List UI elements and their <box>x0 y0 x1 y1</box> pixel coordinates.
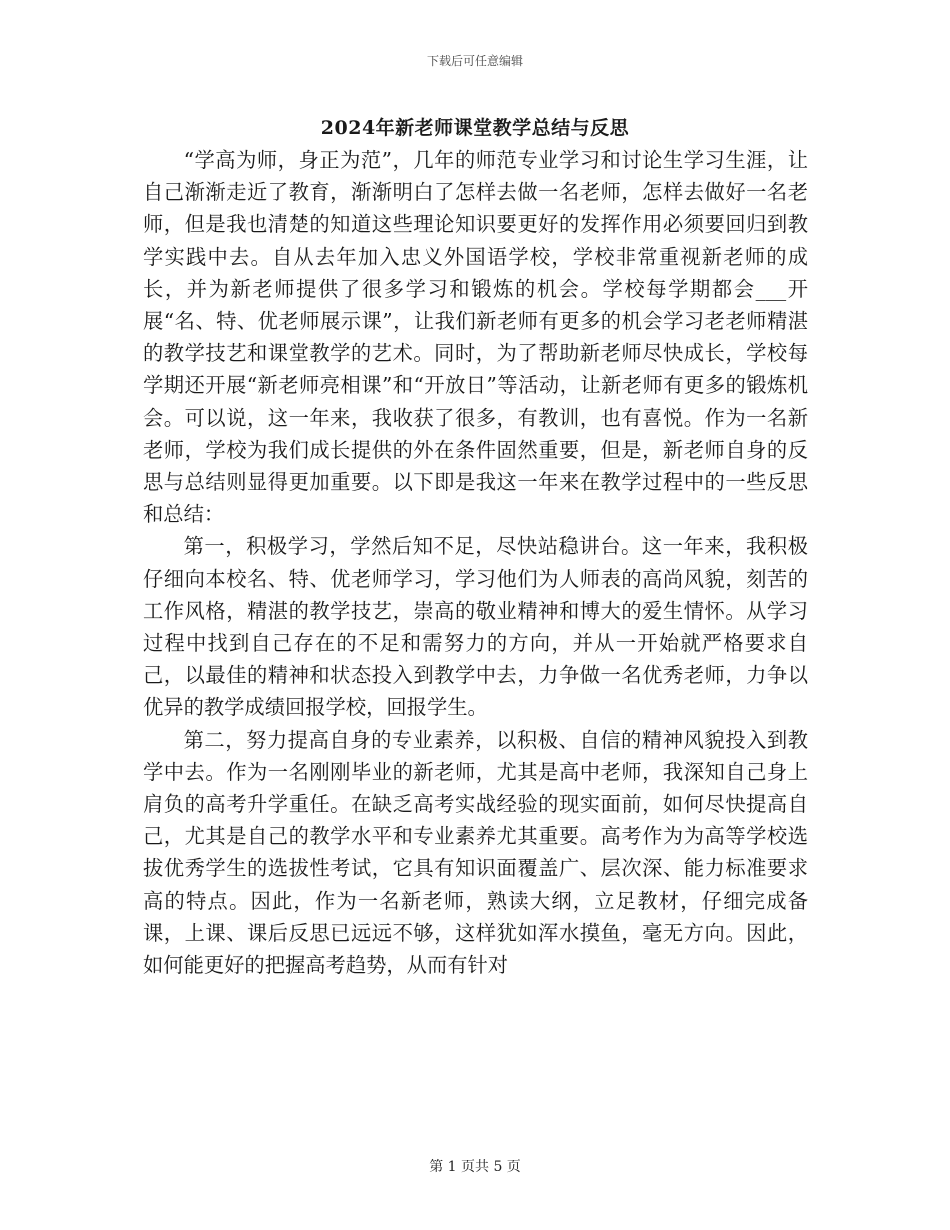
paragraph-first-point: 第一，积极学习，学然后知不足，尽快站稳讲台。这一年来，我积极仔细向本校名、特、优老师学习，学习他们为人师表的高尚风貌，刻苦的工作风格，精湛的教学技艺，崇高的敬业精神和博大的爱生情怀。从学习过程中找到自己存在的不足和需努力的方向，并从一开始就严格要求自己，以最佳的精神和状态投入到教学中去，力争做一名优秀老师，力争以优异的教学成绩回报学校，回报学生。 <box>143 534 808 720</box>
header-note: 下载后可任意编辑 <box>426 54 523 68</box>
document-title: 2024年新老师课堂教学总结与反思 <box>320 117 630 139</box>
document-body <box>143 144 808 981</box>
paragraph-intro: “学高为师，身正为范”，几年的师范专业学习和讨论生学习生涯，让自己渐渐走近了教育，渐渐明白了怎样去做一名老师，怎样去做好一名老师，但是我也清楚的知道这些理论知识要更好的发挥作用必须要回归到教学实践中去。自从去年加入忠义外国语学校，学校非常重视新老师的成长，并为新老师提供了很多学习和锻炼的机会。学校每学期都会___开展“名、特、优老师展示课”，让我们新老师有更多的机会学习老老师精湛的教学技艺和课堂教学的艺术。同时，为了帮助新老师尽快成长，学校每学期还开展“新老师亮相课”和“开放日”等活动，让新老师有更多的锻炼机会。可以说，这一年来，我收获了很多，有教训，也有喜悦。作为一名新老师，学校为我们成长提供的外在条件固然重要，但是，新老师自身的反思与总结则显得更加重要。以下即是我这一年来在教学过程中的一些反思和总结： <box>143 148 808 527</box>
paragraph-second-point: 第二，努力提高自身的专业素养，以积极、自信的精神风貌投入到教学中去。作为一名刚刚毕业的新老师，尤其是高中老师，我深知自己身上肩负的高考升学重任。在缺乏高考实战经验的现实面前，如何尽快提高自己，尤其是自己的教学水平和专业素养尤其重要。高考作为为高等学校选拔优秀学生的选拔性考试，它具有知识面覆盖广、层次深、能力标准要求高的特点。因此，作为一名新老师，熟读大纲，立足教材，仔细完成备课，上课、课后反思已远远不够，这样犹如浑水摸鱼，毫无方向。因此，如何能更好的把握高考趋势，从而有针对 <box>143 727 808 978</box>
page-number-footer: 第 1 页共 5 页 <box>429 1159 521 1175</box>
